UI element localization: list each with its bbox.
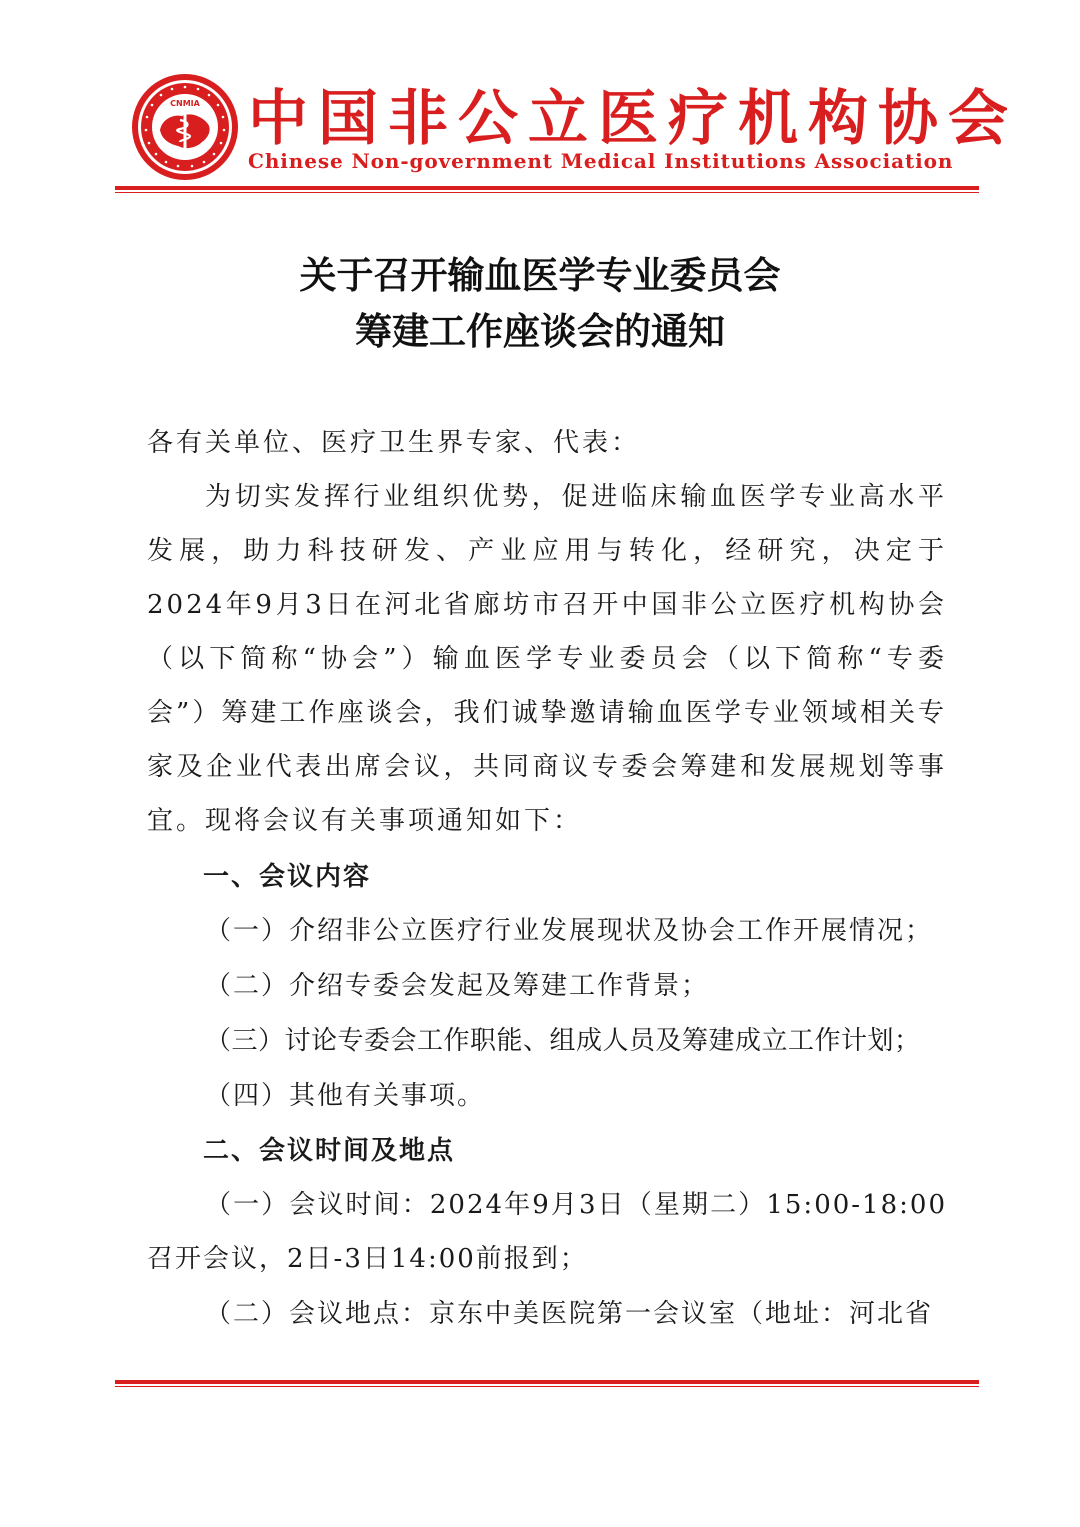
organization-name-en: Chinese Non-government Medical Institutions Association (248, 149, 954, 173)
association-seal-logo (130, 72, 240, 182)
letterhead-divider (115, 186, 979, 193)
letterhead (0, 0, 1080, 200)
salutation: 各有关单位、医疗卫生界专家、代表： (147, 428, 641, 458)
document-title-line1: 关于召开输血医学专业委员会 (299, 254, 781, 297)
section-heading-time-place: 二、会议时间及地点 (203, 1136, 456, 1166)
meeting-place: （二）会议地点：京东中美医院第一会议室（地址：河北省 (205, 1299, 934, 1329)
footer-divider (115, 1380, 979, 1387)
meeting-time: （一）会议时间：2024年9月3日（星期二）15:00-18:00召开会议，2日-3日14:00前报到； (147, 1190, 947, 1274)
svg-text:CNMIA: CNMIA (170, 99, 200, 108)
list-item: （二）介绍专委会发起及筹建工作背景； (205, 971, 710, 1001)
organization-name-cn: 中国非公立医疗机构协会 (248, 84, 1018, 154)
document-title-line2: 筹建工作座谈会的通知 (355, 310, 725, 353)
list-item: （三）讨论专委会工作职能、组成人员及筹建成立工作计划； (205, 1026, 921, 1056)
section-heading-meeting-content: 一、会议内容 (203, 862, 372, 892)
intro-paragraph: 为切实发挥行业组织优势，促进临床输血医学专业高水平发展，助力科技研发、产业应用与转化，经研究，决定于2024年9月3日在河北省廊坊市召开中国非公立医疗机构协会（以下简称“协会”）输血医学专业委员会（以下简称“专委会”）筹建工作座谈会，我们诚挚邀请输血医学专业领域相关专家及企业代表出席会议，共同商议专委会筹建和发展规划等事宜。现将会议有关事项通知如下： (147, 482, 947, 836)
list-item: （四）其他有关事项。 (205, 1081, 486, 1111)
list-item: （一）介绍非公立医疗行业发展现状及协会工作开展情况； (205, 916, 934, 946)
